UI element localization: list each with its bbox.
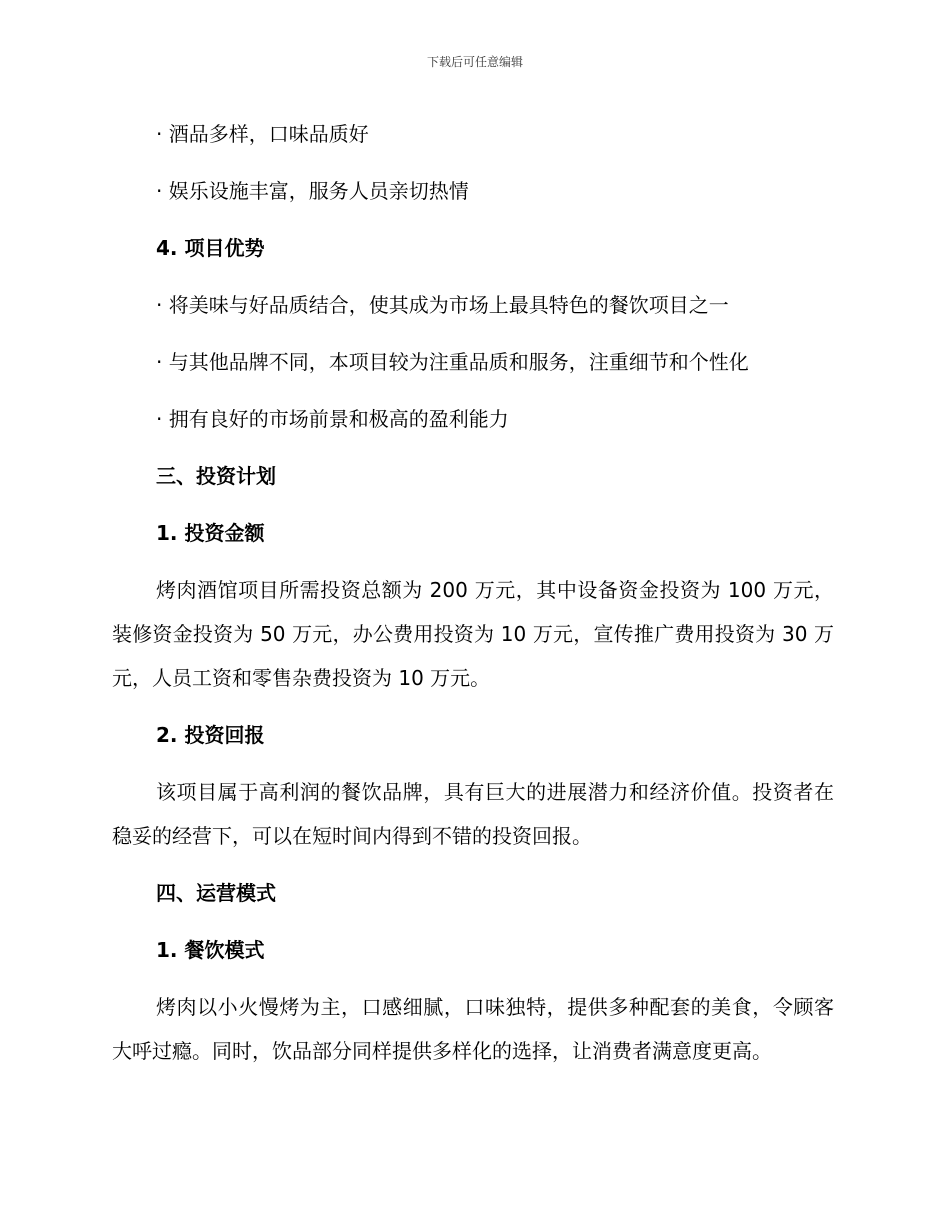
bullet-wine-variety: · 酒品多样，口味品质好	[156, 122, 369, 146]
bullet-advantage-service: · 与其他品牌不同，本项目较为注重品质和服务，注重细节和个性化	[156, 350, 749, 374]
paragraph-investment-return: 该项目属于高利润的餐饮品牌，具有巨大的进展潜力和经济价值。投资者在稳妥的经营下，可以在短时间内得到不错的投资回报。	[112, 780, 834, 848]
bullet-entertainment: · 娱乐设施丰富，服务人员亲切热情	[156, 179, 469, 203]
page-header-note: 下载后可任意编辑	[426, 55, 523, 69]
document-body	[112, 112, 834, 1086]
heading-investment-amount: 1. 投资金额	[156, 521, 265, 545]
bullet-advantage-quality: · 将美味与好品质结合，使其成为市场上最具特色的餐饮项目之一	[156, 293, 729, 317]
heading-operating-model: 四、运营模式	[156, 881, 276, 905]
heading-project-advantage: 4. 项目优势	[156, 236, 265, 260]
paragraph-investment-amount: 烤肉酒馆项目所需投资总额为 200 万元，其中设备资金投资为 100 万元，装修资金投资为 50 万元，办公费用投资为 10 万元，宣传推广费用投资为 30 万元，人员工资和零售杂费投资为 10 万元。	[112, 578, 834, 690]
heading-investment-plan: 三、投资计划	[156, 464, 276, 488]
heading-investment-return: 2. 投资回报	[156, 723, 265, 747]
bullet-advantage-market: · 拥有良好的市场前景和极高的盈利能力	[156, 407, 509, 431]
paragraph-dining-model: 烤肉以小火慢烤为主，口感细腻，口味独特，提供多种配套的美食，令顾客大呼过瘾。同时，饮品部分同样提供多样化的选择，让消费者满意度更高。	[112, 995, 834, 1063]
heading-dining-model: 1. 餐饮模式	[156, 938, 265, 962]
